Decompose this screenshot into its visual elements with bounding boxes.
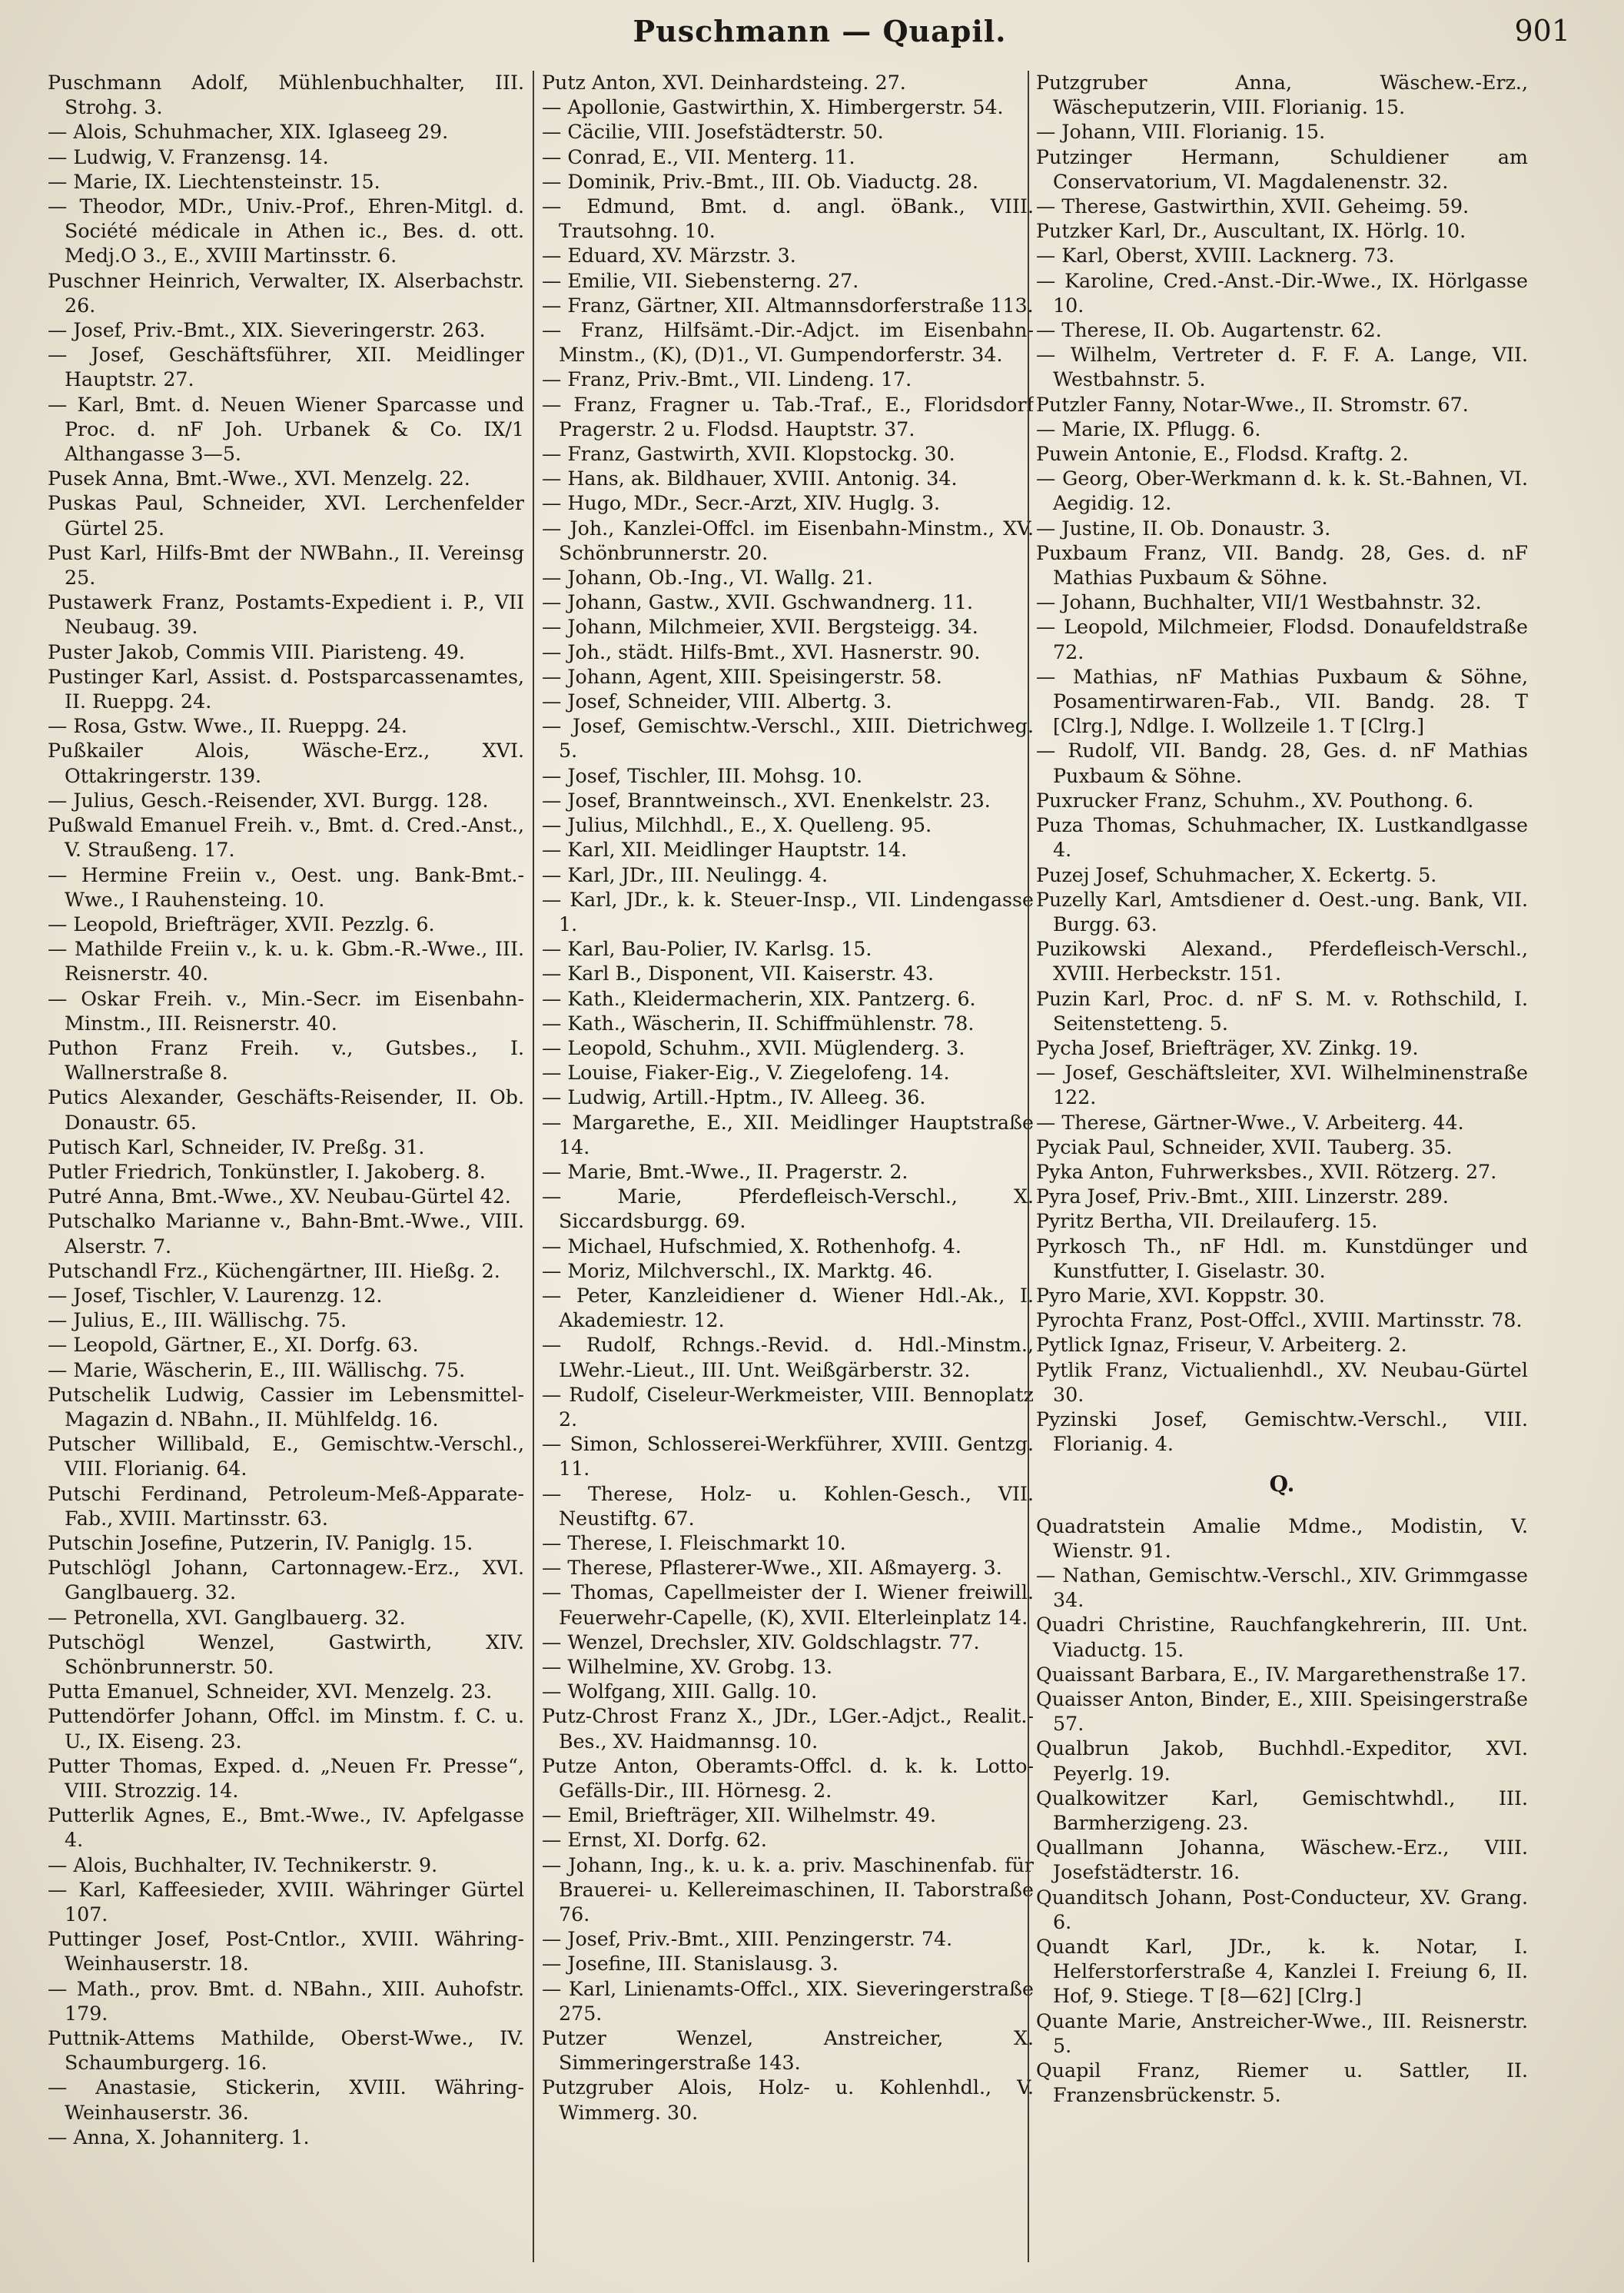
directory-entry: — Johann, VIII. Florianig. 15. [1036, 121, 1326, 144]
column-3 [1036, 71, 1528, 2262]
directory-entry: — Karl, JDr., III. Neulingg. 4. [542, 863, 828, 886]
directory-entry: — Peter, Kanzleidiener d. Wiener Hdl.-Ak., I. Akademiestr. 12. [542, 1284, 1034, 1332]
directory-entry: — Karl, Bau-Polier, IV. Karlsg. 15. [542, 938, 872, 961]
section-heading-q: Q. [1269, 1471, 1295, 1497]
page-header [46, 14, 1593, 57]
directory-entry: Putterlik Agnes, E., Bmt.-Wwe., IV. Apfelgasse 4. [48, 1804, 524, 1852]
directory-entry: — Leopold, Schuhm., XVII. Müglenderg. 3. [542, 1036, 965, 1059]
directory-entry: — Emilie, VII. Siebensterng. 27. [542, 269, 859, 292]
directory-entry: — Karl, JDr., k. k. Steuer-Insp., VII. Lindengasse 1. [542, 888, 1034, 935]
directory-entry: Pusek Anna, Bmt.-Wwe., XVI. Menzelg. 22. [48, 467, 470, 490]
directory-entry: — Joh., städt. Hilfs-Bmt., XVI. Hasnerstr. 90. [542, 640, 981, 663]
directory-entry: — Johann, Buchhalter, VII/1 Westbahnstr. 32. [1036, 591, 1482, 614]
directory-entry: — Leopold, Briefträger, XVII. Pezzlg. 6. [48, 912, 435, 935]
directory-entry: — Karl, XII. Meidlinger Hauptstr. 14. [542, 839, 908, 862]
directory-entry: Pyritz Bertha, VII. Dreilauferg. 15. [1036, 1210, 1378, 1233]
directory-entry: Pyzinski Josef, Gemischtw.-Verschl., VIII. Florianig. 4. [1036, 1407, 1528, 1456]
directory-entry: — Josefine, III. Stanislausg. 3. [542, 1952, 839, 1976]
directory-entry: — Marie, IX. Liechtensteinstr. 15. [48, 170, 380, 193]
directory-entry: — Cäcilie, VIII. Josefstädterstr. 50. [542, 121, 884, 144]
column-3-q-entries [1036, 1514, 1528, 2109]
directory-entry: — Josef, Geschäftsführer, XII. Meidlinger Hauptstr. 27. [48, 344, 524, 391]
directory-entry: — Hans, ak. Bildhauer, XVIII. Antonig. 34. [542, 467, 958, 490]
directory-entry: — Mathilde Freiin v., k. u. k. Gbm.-R.-Wwe., III. Reisnerstr. 40. [48, 938, 524, 985]
directory-entry: Puster Jakob, Commis VIII. Piaristeng. 49. [48, 640, 465, 663]
directory-entry: — Josef, Gemischtw.-Verschl., XIII. Dietrichweg. 5. [542, 715, 1034, 763]
directory-entry: — Dominik, Priv.-Bmt., III. Ob. Viaductg. 28. [542, 170, 979, 193]
column-3-p-entries [1036, 71, 1528, 1457]
directory-entry: — Hugo, MDr., Secr.-Arzt, XIV. Huglg. 3. [542, 492, 941, 515]
directory-entry: Putler Friedrich, Tonkünstler, I. Jakoberg. 8. [48, 1160, 486, 1183]
directory-entry: — Anastasie, Stickerin, XVIII. Währing-Weinhauserstr. 36. [48, 2076, 524, 2124]
directory-entry: — Kath., Kleidermacherin, XIX. Pantzerg. 6. [542, 987, 976, 1010]
directory-entry: — Simon, Schlosserei-Werkführer, XVIII. Gentzg. 11. [542, 1433, 1034, 1480]
directory-entry: — Joh., Kanzlei-Offcl. im Eisenbahn-Minstm., XV. Schönbrunnerstr. 20. [542, 517, 1034, 564]
directory-entry: Pyro Marie, XVI. Koppstr. 30. [1036, 1284, 1325, 1307]
directory-entry: — Josef, Tischler, III. Mohsg. 10. [542, 764, 863, 787]
directory-entry: Quandt Karl, JDr., k. k. Notar, I. Helferstorferstraße 4, Kanzlei I. Freiung 6, II. Hof, 9. Stiege. T [8—62] [Clrg.] [1036, 1936, 1528, 2008]
directory-entry: Putschin Josefine, Putzerin, IV. Paniglg. 15. [48, 1531, 473, 1554]
directory-entry: Pyra Josef, Priv.-Bmt., XIII. Linzerstr. 289. [1036, 1185, 1449, 1208]
directory-entry: — Justine, II. Ob. Donaustr. 3. [1036, 517, 1331, 540]
directory-entry: — Therese, I. Fleischmarkt 10. [542, 1531, 846, 1554]
directory-entry: — Leopold, Gärtner, E., XI. Dorfg. 63. [48, 1334, 419, 1357]
directory-entry: Pußkailer Alois, Wäsche-Erz., XVI. Ottakringerstr. 139. [48, 739, 524, 787]
directory-entry: — Therese, II. Ob. Augartenstr. 62. [1036, 319, 1382, 342]
directory-entry: Qualkowitzer Karl, Gemischtwhdl., III. Barmherzigeng. 23. [1036, 1786, 1528, 1835]
directory-entry: Pytlik Franz, Victualienhdl., XV. Neubau-Gürtel 30. [1036, 1358, 1528, 1406]
directory-entry: Puzin Karl, Proc. d. nF S. M. v. Rothschild, I. Seitenstetteng. 5. [1036, 987, 1528, 1035]
directory-entry: Pytlick Ignaz, Friseur, V. Arbeiterg. 2. [1036, 1334, 1407, 1357]
directory-entry: — Johann, Gastw., XVII. Gschwandnerg. 11. [542, 591, 974, 614]
directory-entry: Putzgruber Alois, Holz- u. Kohlenhdl., V. Wimmerg. 30. [542, 2076, 1034, 2124]
directory-entry: Quaisser Anton, Binder, E., XIII. Speisingerstraße 57. [1036, 1688, 1528, 1736]
directory-entry: — Oskar Freih. v., Min.-Secr. im Eisenbahn-Minstm., III. Reisnerstr. 40. [48, 987, 524, 1035]
directory-entry: — Wilhelm, Vertreter d. F. F. A. Lange, VII. Westbahnstr. 5. [1036, 344, 1528, 391]
directory-entry: Putschelik Ludwig, Cassier im Lebensmittel-Magazin d. NBahn., II. Mühlfeldg. 16. [48, 1383, 524, 1431]
directory-entry: Putré Anna, Bmt.-Wwe., XV. Neubau-Gürtel 42. [48, 1185, 511, 1208]
directory-entry: — Therese, Pflasterer-Wwe., XII. Aßmayerg. 3. [542, 1557, 1002, 1580]
directory-entry: — Margarethe, E., XII. Meidlinger Hauptstraße 14. [542, 1111, 1034, 1158]
directory-entry: — Marie, IX. Pflugg. 6. [1036, 417, 1261, 440]
directory-entry: — Rudolf, Ciseleur-Werkmeister, VIII. Bennoplatz 2. [542, 1383, 1034, 1431]
directory-entry: — Franz, Gastwirth, XVII. Klopstockg. 30. [542, 443, 955, 466]
directory-entry: — Ludwig, Artill.-Hptm., IV. Alleeg. 36. [542, 1086, 926, 1109]
directory-entry: Puschner Heinrich, Verwalter, IX. Alserbachstr. 26. [48, 269, 524, 317]
directory-entry: — Johann, Ob.-Ing., VI. Wallg. 21. [542, 567, 873, 590]
directory-entry: Pustinger Karl, Assist. d. Postsparcassenamtes, II. Rueppg. 24. [48, 665, 524, 713]
directory-entry: — Karoline, Cred.-Anst.-Dir.-Wwe., IX. Hörlgasse 10. [1036, 269, 1528, 317]
directory-entry: — Marie, Wäscherin, E., III. Wällischg. 75. [48, 1358, 466, 1381]
directory-entry: Putschlögl Johann, Cartonnagew.-Erz., XVI. Ganglbauerg. 32. [48, 1557, 524, 1604]
directory-entry: — Marie, Bmt.-Wwe., II. Pragerstr. 2. [542, 1160, 908, 1183]
directory-entry: Puschmann Adolf, Mühlenbuchhalter, III. Strohg. 3. [48, 71, 524, 119]
directory-entry: — Josef, Geschäftsleiter, XVI. Wilhelminenstraße 122. [1036, 1062, 1528, 1109]
directory-entry: — Therese, Holz- u. Kohlen-Gesch., VII. Neustiftg. 67. [542, 1482, 1034, 1530]
directory-entry: — Wilhelmine, XV. Grobg. 13. [542, 1656, 833, 1678]
directory-entry: — Georg, Ober-Werkmann d. k. k. St.-Bahnen, VI. Aegidig. 12. [1036, 467, 1528, 515]
directory-entry: Pycha Josef, Briefträger, XV. Zinkg. 19. [1036, 1036, 1419, 1059]
directory-entry: — Eduard, XV. Märzstr. 3. [542, 244, 796, 268]
directory-entry: — Franz, Fragner u. Tab.-Traf., E., Floridsdorf Pragerstr. 2 u. Flodsd. Hauptstr. 37. [542, 393, 1034, 440]
directory-entry: — Karl, Linienamts-Offcl., XIX. Sieveringerstraße 275. [542, 1977, 1034, 2025]
directory-entry: — Anna, X. Johanniterg. 1. [48, 2125, 310, 2148]
directory-entry: — Ernst, XI. Dorfg. 62. [542, 1829, 767, 1852]
directory-entry: — Josef, Priv.-Bmt., XIII. Penzingerstr. 74. [542, 1928, 953, 1951]
directory-entry: — Leopold, Milchmeier, Flodsd. Donaufeldstraße 72. [1036, 616, 1528, 663]
directory-entry: — Julius, Milchhdl., E., X. Quelleng. 95. [542, 814, 932, 837]
directory-entry: — Rosa, Gstw. Wwe., II. Rueppg. 24. [48, 715, 407, 738]
directory-entry: Puxbaum Franz, VII. Bandg. 28, Ges. d. nF Mathias Puxbaum & Söhne. [1036, 541, 1528, 590]
directory-entry: — Therese, Gärtner-Wwe., V. Arbeiterg. 44. [1036, 1111, 1464, 1134]
page-title: Puschmann — Quapil. [633, 14, 1007, 48]
directory-entry: — Franz, Gärtner, XII. Altmannsdorferstraße 113. [542, 294, 1034, 317]
directory-entry: Puwein Antonie, E., Flodsd. Kraftg. 2. [1036, 443, 1409, 466]
directory-entry: Pyrkosch Th., nF Hdl. m. Kunstdünger und Kunstfutter, I. Giselastr. 30. [1036, 1235, 1528, 1282]
directory-entry: Pyka Anton, Fuhrwerksbes., XVII. Rötzerg. 27. [1036, 1160, 1497, 1183]
directory-entry: — Nathan, Gemischtw.-Verschl., XIV. Grimmgasse 34. [1036, 1564, 1528, 1612]
directory-entry: — Julius, E., III. Wällischg. 75. [48, 1309, 347, 1332]
directory-entry: — Wenzel, Drechsler, XIV. Goldschlagstr. 77. [542, 1630, 980, 1653]
directory-entry: Putzgruber Anna, Wäschew.-Erz., Wäscheputzerin, VIII. Florianig. 15. [1036, 71, 1528, 119]
directory-entry: Puxrucker Franz, Schuhm., XV. Pouthong. 6. [1036, 789, 1474, 812]
directory-entry: — Wolfgang, XIII. Gallg. 10. [542, 1680, 818, 1703]
directory-entry: Putschögl Wenzel, Gastwirth, XIV. Schönbrunnerstr. 50. [48, 1630, 524, 1678]
directory-entry: Putschalko Marianne v., Bahn-Bmt.-Wwe., VIII. Alserstr. 7. [48, 1210, 524, 1258]
directory-entry: Putzker Karl, Dr., Auscultant, IX. Hörlg. 10. [1036, 220, 1466, 243]
directory-entry: — Karl B., Disponent, VII. Kaiserstr. 43. [542, 962, 935, 985]
directory-entry: Quallmann Johanna, Wäschew.-Erz., VIII. Josefstädterstr. 16. [1036, 1836, 1528, 1884]
directory-entry: Quadratstein Amalie Mdme., Modistin, V. Wienstr. 91. [1036, 1514, 1528, 1562]
directory-entry: — Emil, Briefträger, XII. Wilhelmstr. 49. [542, 1804, 936, 1827]
directory-entry: Putz-Chrost Franz X., JDr., LGer.-Adjct., Realit.-Bes., XV. Haidmannsg. 10. [542, 1705, 1034, 1753]
directory-entry: — Mathias, nF Mathias Puxbaum & Söhne, Posamentirwaren-Fab., VII. Bandg. 28. T [Clrg.], Ndlge. I. Wollzeile 1. T [Clrg.] [1036, 665, 1528, 738]
column-1 [48, 71, 524, 2262]
directory-entry: Pyciak Paul, Schneider, XVII. Tauberg. 35. [1036, 1135, 1453, 1158]
column-divider [1028, 71, 1029, 2262]
directory-entry: Quante Marie, Anstreicher-Wwe., III. Reisnerstr. 5. [1036, 2009, 1528, 2057]
directory-entry: — Josef, Branntweinsch., XVI. Enenkelstr. 23. [542, 789, 991, 812]
directory-entry: Puza Thomas, Schuhmacher, IX. Lustkandlgasse 4. [1036, 814, 1528, 862]
directory-entry: — Ludwig, V. Franzensg. 14. [48, 145, 329, 168]
directory-entry: — Franz, Hilfsämt.-Dir.-Adjct. im Eisenbahn-Minstm., (K), (D)1., VI. Gumpendorferstr. 34. [542, 319, 1034, 367]
directory-entry: — Johann, Agent, XIII. Speisingerstr. 58. [542, 665, 942, 688]
directory-entry: — Karl, Kaffeesieder, XVIII. Währinger Gürtel 107. [48, 1878, 524, 1926]
directory-entry: Quanditsch Johann, Post-Conducteur, XV. Grang. 6. [1036, 1886, 1528, 1933]
directory-entry: — Louise, Fiaker-Eig., V. Ziegelofeng. 14. [542, 1062, 950, 1085]
directory-entry: — Franz, Priv.-Bmt., VII. Lindeng. 17. [542, 368, 912, 391]
directory-entry: — Karl, Bmt. d. Neuen Wiener Sparcasse und Proc. d. nF Joh. Urbanek & Co. IX/1 Althangasse 3—5. [48, 393, 524, 466]
directory-entry: Puskas Paul, Schneider, XVI. Lerchenfelder Gürtel 25. [48, 492, 524, 540]
directory-entry: — Math., prov. Bmt. d. NBahn., XIII. Auhofstr. 179. [48, 1977, 524, 2025]
directory-entry: Putschandl Frz., Küchengärtner, III. Hießg. 2. [48, 1259, 500, 1282]
directory-entry: — Karl, Oberst, XVIII. Lacknerg. 73. [1036, 244, 1395, 268]
directory-entry: — Rudolf, Rchngs.-Revid. d. Hdl.-Minstm., LWehr.-Lieut., III. Unt. Weißgärberstr. 32. [542, 1334, 1034, 1381]
directory-entry: — Johann, Ing., k. u. k. a. priv. Maschinenfab. für Brauerei- u. Kellereimaschinen, II. Taborstraße 76. [542, 1853, 1034, 1926]
directory-entry: — Alois, Schuhmacher, XIX. Iglaseeg 29. [48, 121, 449, 144]
directory-entry: Puthon Franz Freih. v., Gutsbes., I. Wallnerstraße 8. [48, 1036, 524, 1085]
directory-entry: — Therese, Gastwirthin, XVII. Geheimg. 59. [1036, 195, 1470, 218]
directory-entry: — Conrad, E., VII. Menterg. 11. [542, 145, 855, 168]
directory-entry: Putzer Wenzel, Anstreicher, X. Simmeringerstraße 143. [542, 2027, 1034, 2075]
directory-entry: Pust Karl, Hilfs-Bmt der NWBahn., II. Vereinsg 25. [48, 541, 524, 590]
directory-entry: — Hermine Freiin v., Oest. ung. Bank-Bmt.-Wwe., I Rauhensteing. 10. [48, 863, 524, 911]
directory-entry: Puzelly Karl, Amtsdiener d. Oest.-ung. Bank, VII. Burgg. 63. [1036, 888, 1528, 935]
directory-entry: Putz Anton, XVI. Deinhardsteing. 27. [542, 71, 906, 94]
directory-entry: Qualbrun Jakob, Buchhdl.-Expeditor, XVI. Peyerlg. 19. [1036, 1737, 1528, 1785]
directory-entry: — Josef, Schneider, VIII. Albertg. 3. [542, 690, 892, 713]
directory-entry: Puzikowski Alexand., Pferdefleisch-Verschl., XVIII. Herbeckstr. 151. [1036, 938, 1528, 985]
directory-entry: Putzler Fanny, Notar-Wwe., II. Stromstr. 67. [1036, 393, 1469, 416]
directory-entry: — Julius, Gesch.-Reisender, XVI. Burgg. 128. [48, 789, 489, 812]
directory-entry: Pyrochta Franz, Post-Offcl., XVIII. Martinsstr. 78. [1036, 1309, 1523, 1332]
directory-entry: — Rudolf, VII. Bandg. 28, Ges. d. nF Mathias Puxbaum & Söhne. [1036, 739, 1528, 787]
directory-entry: Pußwald Emanuel Freih. v., Bmt. d. Cred.-Anst., V. Straußeng. 17. [48, 814, 524, 862]
directory-entry: Quaissant Barbara, E., IV. Margarethenstraße 17. [1036, 1663, 1527, 1686]
directory-entry: — Kath., Wäscherin, II. Schiffmühlenstr. 78. [542, 1012, 975, 1035]
directory-entry: Pustawerk Franz, Postamts-Expedient i. P., VII Neubaug. 39. [48, 591, 524, 639]
directory-entry: Puttnik-Attems Mathilde, Oberst-Wwe., IV. Schaumburgerg. 16. [48, 2027, 524, 2075]
column-divider [533, 71, 534, 2262]
directory-entry: — Moriz, Milchverschl., IX. Marktg. 46. [542, 1259, 933, 1282]
directory-entry: Putisch Karl, Schneider, IV. Preßg. 31. [48, 1135, 425, 1158]
directory-entry: — Marie, Pferdefleisch-Verschl., X. Siccardsburgg. 69. [542, 1185, 1034, 1233]
directory-entry: — Alois, Buchhalter, IV. Technikerstr. 9. [48, 1853, 438, 1876]
directory-entry: Quapil Franz, Riemer u. Sattler, II. Franzensbrückenstr. 5. [1036, 2059, 1528, 2107]
directory-entry: Putta Emanuel, Schneider, XVI. Menzelg. 23. [48, 1680, 493, 1703]
directory-entry: Puzej Josef, Schuhmacher, X. Eckertg. 5. [1036, 863, 1437, 886]
directory-entry: Puttendörfer Johann, Offcl. im Minstm. f. C. u. U., IX. Eiseng. 23. [48, 1705, 524, 1753]
column-2 [542, 71, 1034, 2262]
directory-entry: Putze Anton, Oberamts-Offcl. d. k. k. Lotto-Gefälls-Dir., III. Hörnesg. 2. [542, 1754, 1034, 1803]
directory-entry: Putschi Ferdinand, Petroleum-Meß-Apparate-Fab., XVIII. Martinsstr. 63. [48, 1482, 524, 1530]
directory-entry: — Josef, Tischler, V. Laurenzg. 12. [48, 1284, 383, 1307]
directory-entry: — Theodor, MDr., Univ.-Prof., Ehren-Mitgl. d. Société médicale in Athen ic., Bes. d. ott. Medj.O 3., E., XVIII Martinsstr. 6. [48, 195, 524, 268]
directory-entry: — Apollonie, Gastwirthin, X. Himbergerstr. 54. [542, 96, 1004, 119]
directory-entry: Putscher Willibald, E., Gemischtw.-Verschl., VIII. Florianig. 64. [48, 1433, 524, 1480]
directory-entry: — Edmund, Bmt. d. angl. öBank., VIII. Trautsohng. 10. [542, 195, 1034, 243]
directory-entry: Quadri Christine, Rauchfangkehrerin, III. Unt. Viaductg. 15. [1036, 1613, 1528, 1661]
directory-entry: Putter Thomas, Exped. d. „Neuen Fr. Presse“, VIII. Strozzig. 14. [48, 1754, 524, 1803]
directory-entry: Putics Alexander, Geschäfts-Reisender, II. Ob. Donaustr. 65. [48, 1086, 524, 1134]
directory-entry: Puttinger Josef, Post-Cntlor., XVIII. Währing-Weinhauserstr. 18. [48, 1928, 524, 1976]
directory-entry: — Johann, Milchmeier, XVII. Bergsteigg. 34. [542, 616, 978, 639]
directory-entry: — Thomas, Capellmeister der I. Wiener freiwill. Feuerwehr-Capelle, (K), XVII. Elterleinplatz 14. [542, 1581, 1034, 1629]
directory-entry: — Josef, Priv.-Bmt., XIX. Sieveringerstr. 263. [48, 319, 486, 342]
directory-entry: — Michael, Hufschmied, X. Rothenhofg. 4. [542, 1235, 961, 1258]
directory-entry: — Petronella, XVI. Ganglbauerg. 32. [48, 1606, 406, 1629]
directory-entry: Putzinger Hermann, Schuldiener am Conservatorium, VI. Magdalenenstr. 32. [1036, 145, 1528, 193]
page-number: 901 [1514, 14, 1570, 48]
